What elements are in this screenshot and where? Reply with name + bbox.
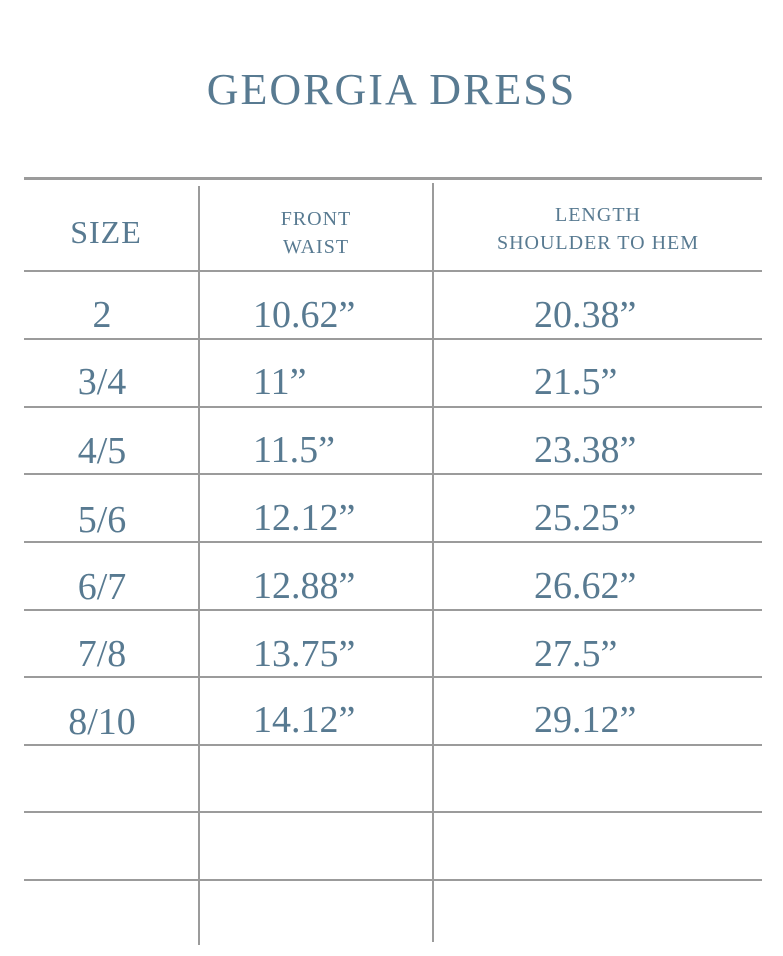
cell-size: 6/7 <box>77 566 127 608</box>
header-length <box>434 201 762 257</box>
row-rule <box>24 744 762 746</box>
header-length-line1: LENGTH <box>555 204 641 226</box>
header-rule <box>24 270 762 272</box>
cell-size: 4/5 <box>77 430 127 472</box>
row-rule <box>24 338 762 340</box>
cell-front-waist: 12.88” <box>253 565 356 607</box>
cell-front-waist: 10.62” <box>253 294 356 336</box>
row-rule <box>24 609 762 611</box>
cell-size: 2 <box>92 294 112 336</box>
cell-size: 7/8 <box>77 633 127 675</box>
cell-front-waist: 12.12” <box>253 497 356 539</box>
row-rule <box>24 811 762 813</box>
header-front-waist <box>200 205 432 261</box>
table-top-rule <box>24 177 762 180</box>
cell-front-waist: 11” <box>253 361 307 403</box>
column-divider <box>198 186 200 945</box>
cell-size: 5/6 <box>77 499 127 541</box>
cell-length: 20.38” <box>534 294 637 336</box>
cell-front-waist: 13.75” <box>253 633 356 675</box>
cell-length: 26.62” <box>534 565 637 607</box>
cell-length: 25.25” <box>534 497 637 539</box>
page-title: GEORGIA DRESS <box>206 65 577 114</box>
row-rule <box>24 473 762 475</box>
header-length-line2: SHOULDER TO HEM <box>496 232 700 254</box>
cell-length: 27.5” <box>534 633 618 675</box>
cell-front-waist: 14.12” <box>253 699 356 741</box>
cell-length: 21.5” <box>534 361 618 403</box>
cell-length: 29.12” <box>534 699 637 741</box>
cell-front-waist: 11.5” <box>253 429 335 471</box>
header-front-waist-line2: WAIST <box>282 236 350 258</box>
cell-length: 23.38” <box>534 429 637 471</box>
column-divider <box>432 183 434 942</box>
row-rule <box>24 879 762 881</box>
header-front-waist-line1: FRONT <box>280 208 352 230</box>
cell-size: 8/10 <box>68 701 136 743</box>
row-rule <box>24 406 762 408</box>
header-size: SIZE <box>70 214 142 250</box>
cell-size: 3/4 <box>77 361 127 403</box>
row-rule <box>24 541 762 543</box>
row-rule <box>24 676 762 678</box>
